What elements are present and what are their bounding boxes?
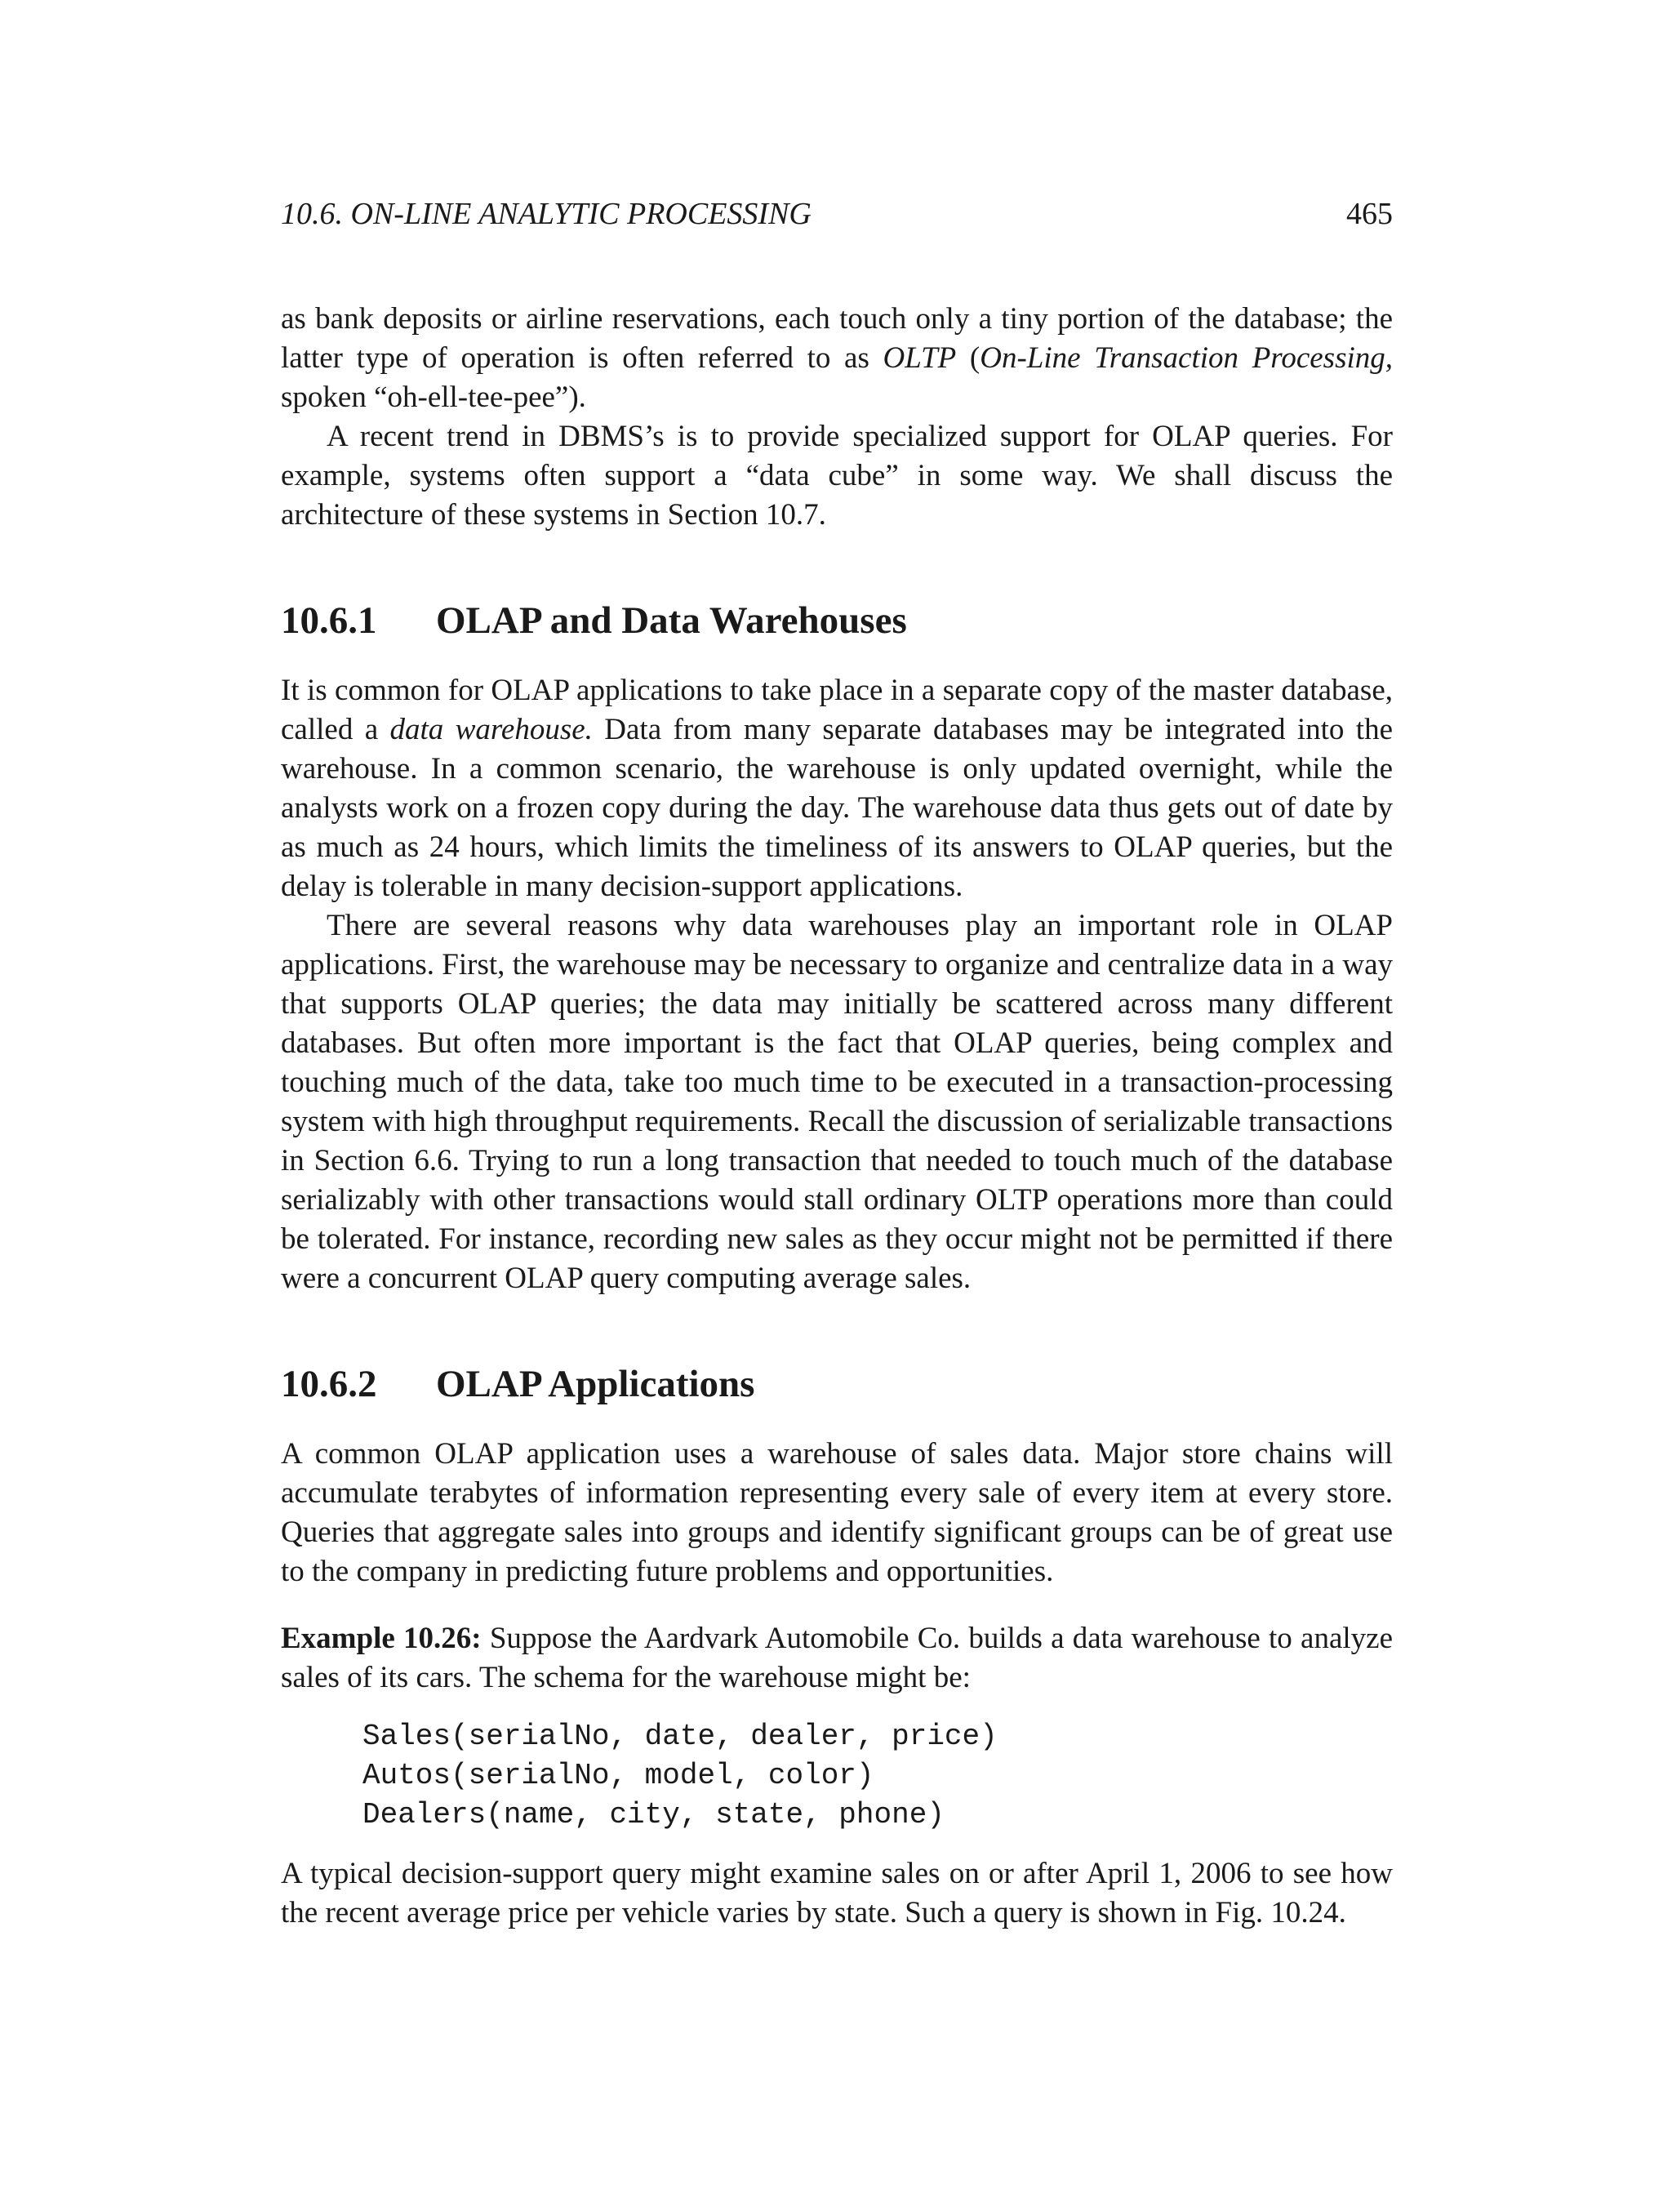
example-text: Suppose the Aardvark Automobile Co. builds a data warehouse to analyze sales of its cars. The schema for the warehouse might be: — [281, 1622, 1393, 1694]
section-title: OLAP and Data Warehouses — [436, 599, 907, 642]
section1-paragraph-1 — [281, 671, 1393, 906]
example-label: Example 10.26: — [281, 1622, 482, 1655]
section-number: 10.6.1 — [281, 599, 377, 642]
schema-code-block — [362, 1717, 1393, 1835]
section1-text-a: It is common for OLAP applications to take place in a separate copy of the master database, called a — [281, 674, 1393, 746]
oltp-expansion: On-Line Transaction Processing, — [980, 341, 1393, 375]
intro — [281, 300, 1393, 535]
schema-line: Dealers(name, city, state, phone) — [362, 1798, 945, 1831]
section2-paragraph-1: A common OLAP application uses a warehouse of sales data. Major store chains will accumulate terabytes of information representing every sale of every item at every store. Queries that aggregate sales into groups and identify significant groups can be of great use to the company in predicting future problems and opportunities. — [281, 1437, 1393, 1588]
oltp-term: OLTP — [883, 341, 957, 375]
page-number: 465 — [1346, 197, 1393, 231]
intro-text-a: as bank deposits or airline reservations, each touch only a tiny portion of the database; the latter type of operation is often referred to as — [281, 302, 1393, 375]
section-heading-olap-warehouses — [281, 598, 1393, 643]
section1-text-b: Data from many separate databases may be integrated into the warehouse. In a common scenario, the warehouse is only updated overnight, while the analysts work on a frozen copy during the day. The warehouse data thus gets out of date by as much as 24 hours, which limits the timeliness of its answers to OLAP queries, but the delay is tolerable in many decision-support applications. — [281, 713, 1394, 903]
intro-paragraph-2: A recent trend in DBMS’s is to provide specialized support for OLAP queries. For example, systems often support a “data cube” in some way. We shall discuss the architecture of these systems in Section 10.7. — [281, 420, 1393, 532]
page — [281, 196, 1393, 1933]
running-head — [281, 196, 1393, 245]
section1-paragraph-2: There are several reasons why data warehouses play an important role in OLAP applications. First, the warehouse may be necessary to organize and centralize data in a way that supports OLAP queries; the data may initially be scattered across many different databases. But often more important is the fact that OLAP queries, being complex and touching much of the data, take too much time to be executed in a transaction-processing system with high throughput requirements. Recall the discussion of serializable transactions in Section 6.6. Trying to run a long transaction that needed to touch much of the database serializably with other transactions would stall ordinary OLTP operations more than could be tolerated. For instance, recording new sales as they occur might not be permitted if there were a concurrent OLAP query computing average sales. — [281, 909, 1393, 1295]
intro-text-b: ( — [956, 341, 981, 375]
running-head-title: 10.6. ON-LINE ANALYTIC PROCESSING — [281, 197, 812, 231]
section-heading-olap-applications — [281, 1361, 1393, 1407]
intro-text-c: spoken “oh-ell-tee-pee”). — [281, 381, 586, 414]
schema-line: Autos(serialNo, model, color) — [362, 1759, 874, 1792]
section-number: 10.6.2 — [281, 1363, 377, 1405]
data-warehouse-term: data warehouse. — [389, 713, 593, 746]
example-after: A typical decision-support query might examine sales on or after April 1, 2006 to see how the recent average price per vehicle varies by state. Such a query is shown in Fig. 10.24. — [281, 1857, 1393, 1929]
example-block — [281, 1619, 1393, 1933]
schema-line: Sales(serialNo, date, dealer, price) — [362, 1720, 998, 1753]
example-intro — [281, 1619, 1393, 1698]
intro-paragraph-1 — [281, 300, 1393, 417]
section-title: OLAP Applications — [436, 1363, 755, 1405]
